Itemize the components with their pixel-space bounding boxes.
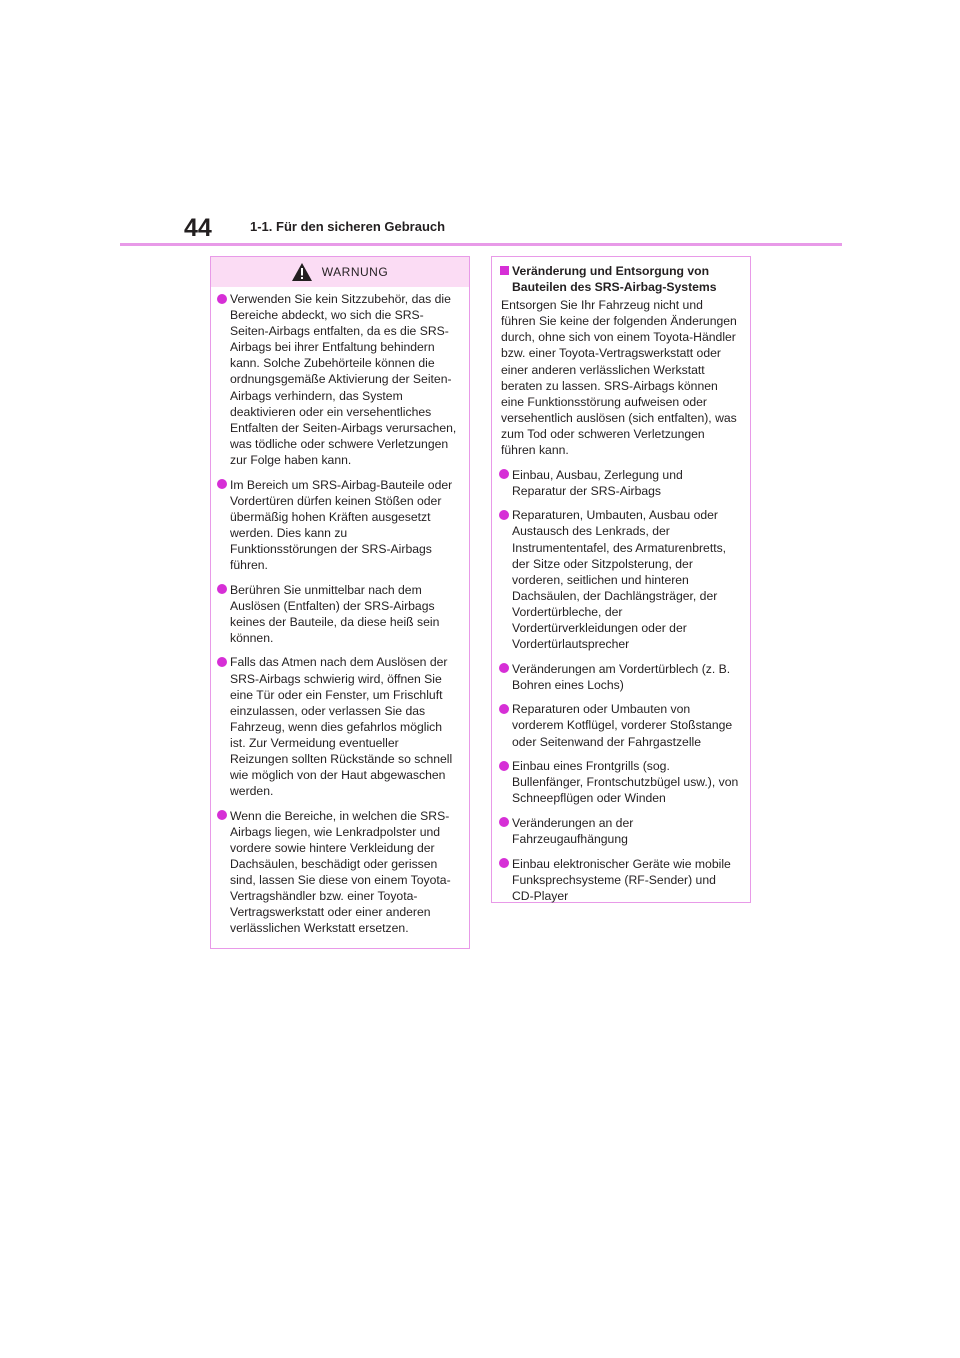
warning-item bbox=[219, 477, 457, 574]
warning-item bbox=[219, 808, 457, 937]
bullet-icon bbox=[499, 761, 509, 771]
modification-heading-text: Veränderung und Entsorgung von Bauteilen des SRS-Airbag-Systems bbox=[512, 264, 717, 295]
modification-item-text: Einbau elektronischer Geräte wie mobile Funksprechsysteme (RF-Sender) und CD-Player bbox=[512, 856, 731, 903]
modification-item-text: Einbau eines Frontgrills (sog. Bullenfänger, Frontschutzbügel usw.), von Schneepflügen oder Winden bbox=[512, 759, 739, 806]
modification-intro: Entsorgen Sie Ihr Fahrzeug nicht und führen Sie keine der folgenden Änderungen durch, ohne sich von einem Toyota-Händler bzw. einer Toyota-Vertragswerkstatt oder einer anderen verlässlichen Werkstatt beraten zu lassen. SRS-Airbags können eine Funktionsstörung aufweisen oder versehentlich auslösen (sich entfalten), was zum Tod oder schweren Verletzungen führen kann. bbox=[501, 298, 737, 458]
modification-item bbox=[501, 507, 740, 652]
warning-item-text: Im Bereich um SRS-Airbag-Bauteile oder Vordertüren dürfen keinen Stößen oder übermäßig hohen Kräften ausgesetzt werden. Dies kann zu Funktionsstörungen der SRS-Airbags führen. bbox=[230, 477, 453, 572]
warning-item-text: Verwenden Sie kein Sitzzubehör, das die Bereiche abdeckt, wo sich die SRS-Seiten-Airbags entfalten, da es die SRS-Airbags bei ihrer Entfaltung behindern kann. Solche Zubehörteile können die ordnungsgemäße Aktivierung der Seiten-Airbags verhindern, das System deaktivieren oder ein versehentliches Entfalten der Seiten-Airbags verursachen, was tödliche oder schwere Verletzungen zur Folge haben kann. bbox=[230, 292, 457, 467]
modification-item-text: Einbau, Ausbau, Zerlegung und Reparatur der SRS-Airbags bbox=[512, 467, 683, 498]
warning-title: WARNUNG bbox=[321, 265, 389, 279]
warning-item-text: Berühren Sie unmittelbar nach dem Auslösen (Entfalten) der SRS-Airbags keines der Bauteile, da diese heiß sein können. bbox=[230, 582, 440, 645]
modification-item-text: Veränderungen an der Fahrzeugaufhängung bbox=[512, 815, 634, 846]
modification-heading bbox=[501, 263, 740, 295]
bullet-icon bbox=[499, 858, 509, 868]
warning-item bbox=[219, 582, 457, 646]
bullet-icon bbox=[499, 469, 509, 479]
warning-triangle-icon bbox=[292, 263, 312, 281]
section-title: 1-1. Für den sicheren Gebrauch bbox=[250, 219, 446, 234]
bullet-icon bbox=[499, 704, 509, 714]
warning-content bbox=[211, 287, 469, 937]
modification-box bbox=[491, 256, 751, 903]
bullet-icon bbox=[499, 663, 509, 673]
warning-box bbox=[210, 256, 470, 949]
modification-item bbox=[501, 701, 740, 749]
modification-item-text: Reparaturen, Umbauten, Ausbau oder Austausch des Lenkrads, der Instrumententafel, des Armaturenbretts, der Sitze oder Sitzpolsterung, der vorderen, seitlichen und hinteren Dachsäulen, der Dachlängsträger, der Vordertürbleche, der Vordertürverkleidungen oder der Vordertürlautsprecher bbox=[512, 508, 727, 652]
modification-content bbox=[492, 257, 750, 904]
warning-item-text: Falls das Atmen nach dem Auslösen der SRS-Airbags schwierig wird, öffnen Sie eine Tür oder ein Fenster, um Frischluft einzulassen, oder verlassen Sie das Fahrzeug, wenn dies gefahrlos möglich ist. Zur Vermeidung eventueller Reizungen sollten Rückstände so schnell wie möglich von der Haut abgewaschen werden. bbox=[230, 655, 453, 799]
square-bullet-icon bbox=[500, 266, 509, 275]
modification-item bbox=[501, 758, 740, 806]
page-number: 44 bbox=[184, 214, 212, 242]
modification-item bbox=[501, 661, 740, 693]
bullet-icon bbox=[217, 584, 227, 594]
warning-header bbox=[211, 257, 469, 287]
bullet-icon bbox=[217, 657, 227, 667]
modification-item bbox=[501, 856, 740, 904]
modification-item-text: Veränderungen am Vordertürblech (z. B. Bohren eines Lochs) bbox=[512, 661, 731, 692]
warning-item bbox=[219, 291, 457, 468]
modification-item-text: Reparaturen oder Umbauten von vorderem Kotflügel, vorderer Stoßstange oder Seitenwand der Fahrgastzelle bbox=[512, 702, 733, 749]
bullet-icon bbox=[217, 294, 227, 304]
warning-item-text: Wenn die Bereiche, in welchen die SRS-Airbags liegen, wie Lenkradpolster und vordere sowie hintere Verkleidung der Dachsäulen, beschädigt oder gerissen sind, lassen Sie diese von einem Toyota-Vertragshändler bzw. einer Toyota-Vertragswerkstatt oder einer anderen verlässlichen Werkstatt ersetzen. bbox=[230, 808, 451, 936]
bullet-icon bbox=[217, 810, 227, 820]
bullet-icon bbox=[217, 479, 227, 489]
header-rule bbox=[120, 243, 842, 246]
modification-item bbox=[501, 467, 740, 499]
bullet-icon bbox=[499, 817, 509, 827]
bullet-icon bbox=[499, 510, 509, 520]
warning-item bbox=[219, 654, 457, 799]
modification-item bbox=[501, 815, 740, 847]
